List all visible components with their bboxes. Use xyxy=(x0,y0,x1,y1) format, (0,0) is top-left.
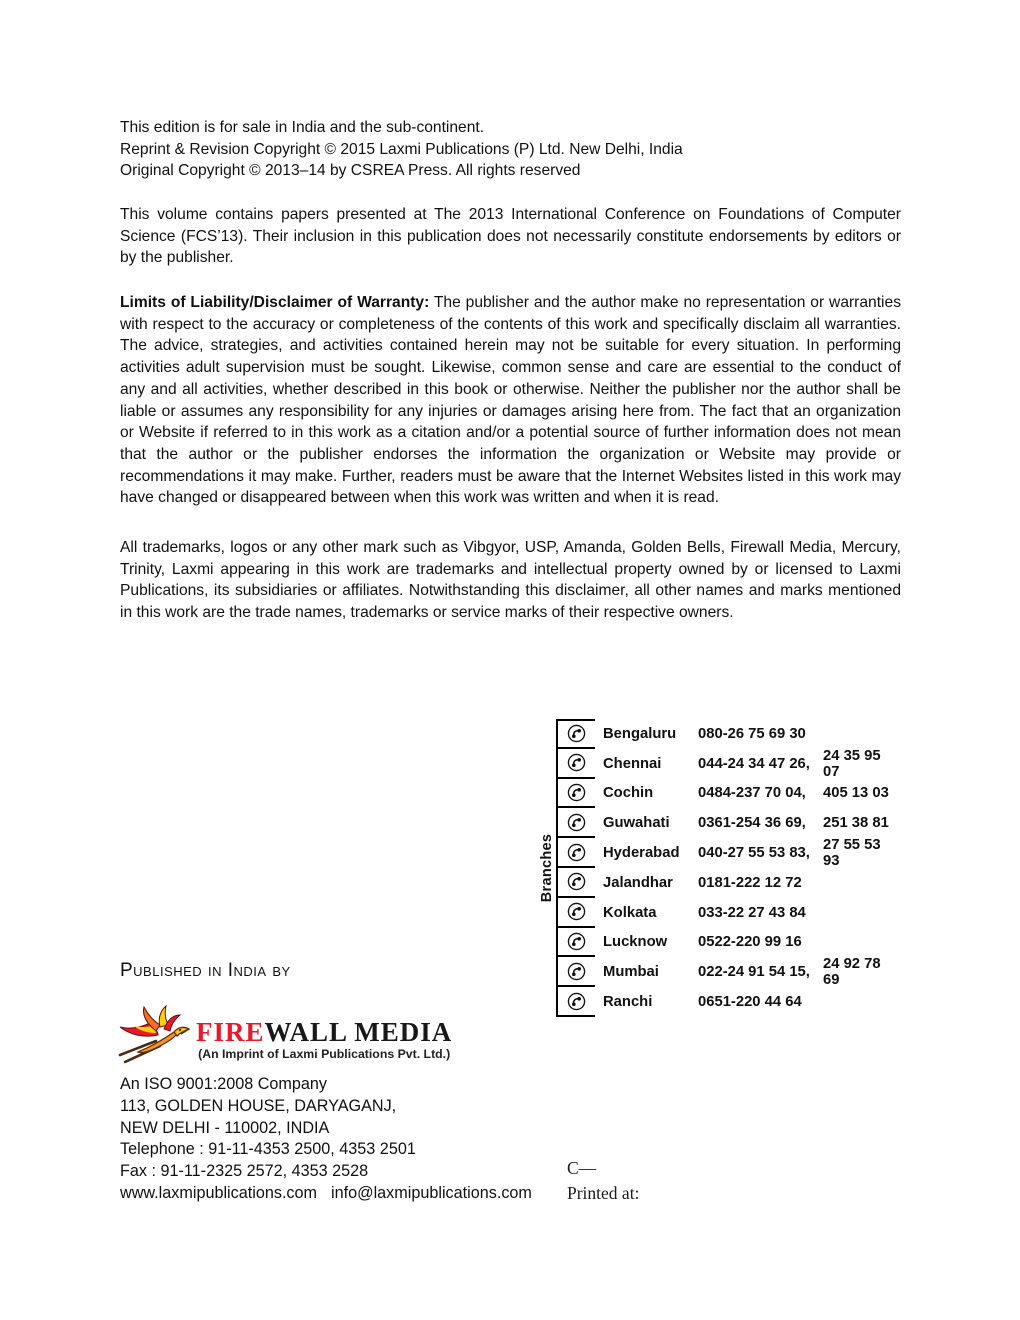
fax-line: Fax : 91-11-2325 2572, 4353 2528 xyxy=(120,1162,369,1181)
firewall-media-logo xyxy=(116,1004,453,1070)
branch-phone-1: 0181-222 12 72 xyxy=(698,874,802,891)
circled-phone-icon xyxy=(558,779,595,809)
branch-phone-1: 0651-220 44 64 xyxy=(698,994,802,1011)
liability-label: Limits of Liability/Disclaimer of Warranty: xyxy=(120,294,430,311)
branch-row xyxy=(558,957,901,987)
branch-city: Bengaluru xyxy=(603,725,677,742)
original-copyright-line: Original Copyright © 2013–14 by CSREA Press. All rights reserved xyxy=(120,162,581,180)
branch-city: Cochin xyxy=(603,785,654,802)
printed-at-label: Printed at: xyxy=(567,1183,640,1203)
colophon xyxy=(567,1156,639,1206)
branches-label: Branches xyxy=(539,833,555,903)
liability-text: The publisher and the author make no representation or warranties with respect to the accuracy or completeness of the contents of this work and specifically disclaim all warranties. The advice, strategies, and activities contained herein may not be suitable for every situation. In performing activities adult supervision must be sought. Likewise, common sense and care are essential to the conduct of any and all activities, whether described in this book or otherwise. Neither the publisher nor the author shall be liable or assumes any responsibility for any injuries or damages arising here from. The fact that an organization or Website if referred to in this work as a citation and/or a potential source of further information does not mean that the author or the publisher endorses the information the organization or Website may provide or recommendations it may make. Further, readers must be aware that the Internet Websites listed in this work may have changed or disappeared between when this work was written and when it is read. xyxy=(120,294,901,507)
volume-paragraph: This volume contains papers presented at The 2013 International Conference on Foundations of Computer Science (FCS’13). Their inclusion in this publication does not necessarily constitute endorsements by editors or by the publisher. xyxy=(120,206,901,267)
circled-phone-icon xyxy=(558,898,595,928)
city-line: NEW DELHI - 110002, INDIA xyxy=(120,1118,330,1137)
branch-city: Kolkata xyxy=(603,904,657,921)
published-in-india-label: Published in India by xyxy=(120,960,291,981)
logo-title-fire: FIRE xyxy=(196,1017,265,1047)
telephone-line: Telephone : 91-11-4353 2500, 4353 2501 xyxy=(120,1140,416,1159)
phoenix-flame-bird-icon xyxy=(116,1004,198,1068)
branch-row xyxy=(558,928,901,958)
branch-phone-2: 24 35 95 07 xyxy=(823,747,881,780)
branch-city: Mumbai xyxy=(603,964,659,981)
copyright-line: Reprint & Revision Copyright © 2015 Laxmi Publications (P) Ltd. New Delhi, India xyxy=(120,140,683,158)
iso-line: An ISO 9001:2008 Company xyxy=(120,1075,327,1093)
branch-phone-1: 0361-254 36 69, xyxy=(698,815,806,832)
publisher-address xyxy=(120,1074,532,1205)
branches-rows xyxy=(556,719,901,1017)
circled-phone-icon xyxy=(558,719,595,749)
colophon-code: C— xyxy=(567,1158,597,1178)
branch-city: Ranchi xyxy=(603,994,653,1011)
liability-paragraph xyxy=(120,292,901,509)
circled-phone-icon xyxy=(558,808,595,838)
logo-title xyxy=(196,1018,452,1046)
branch-phone-1: 0522-220 99 16 xyxy=(698,934,802,951)
branch-phone-1: 0484-237 70 04, xyxy=(698,785,806,802)
edition-block xyxy=(120,117,901,182)
branch-phone-1: 040-27 55 53 83, xyxy=(698,845,810,862)
branch-row xyxy=(558,719,901,749)
branch-row xyxy=(558,749,901,779)
branch-row xyxy=(558,779,901,809)
branch-phone-1: 080-26 75 69 30 xyxy=(698,725,806,742)
circled-phone-icon xyxy=(558,868,595,898)
branch-city: Lucknow xyxy=(603,934,668,951)
email-text: info@laxmipublications.com xyxy=(331,1183,532,1202)
circled-phone-icon xyxy=(558,928,595,958)
edition-line: This edition is for sale in India and the sub-continent. xyxy=(120,119,485,136)
branches-table xyxy=(539,719,901,1017)
circled-phone-icon xyxy=(558,957,595,987)
branch-phone-2: 405 13 03 xyxy=(823,785,889,802)
circled-phone-icon xyxy=(558,749,595,779)
circled-phone-icon xyxy=(558,838,595,868)
branch-phone-2: 251 38 81 xyxy=(823,815,889,832)
web-email-line xyxy=(120,1183,532,1205)
branch-row xyxy=(558,838,901,868)
branch-row xyxy=(558,808,901,838)
branch-city: Hyderabad xyxy=(603,845,680,862)
branch-phone-2: 27 55 53 93 xyxy=(823,837,881,870)
branch-row xyxy=(558,987,901,1017)
logo-title-rest: WALL MEDIA xyxy=(264,1017,453,1047)
branch-phone-1: 022-24 91 54 15, xyxy=(698,964,810,981)
branch-row xyxy=(558,898,901,928)
logo-text xyxy=(196,1018,452,1061)
branch-phone-1: 044-24 34 47 26, xyxy=(698,755,810,772)
branch-phone-1: 033-22 27 43 84 xyxy=(698,904,806,921)
logo-subtitle: (An Imprint of Laxmi Publications Pvt. Ltd.) xyxy=(198,1047,451,1061)
branch-phone-2: 24 92 78 69 xyxy=(823,956,881,989)
circled-phone-icon xyxy=(558,987,595,1017)
trademarks-paragraph: All trademarks, logos or any other mark such as Vibgyor, USP, Amanda, Golden Bells, Firewall Media, Mercury, Trinity, Laxmi appearing in this work are trademarks and intellectual property owned by or licensed to Laxmi Publications, its subsidiaries or affiliates. Notwithstanding this disclaimer, all other names and marks mentioned in this work are the trade names, trademarks or service marks of their respective owners. xyxy=(120,539,901,622)
street-line: 113, GOLDEN HOUSE, DARYAGANJ, xyxy=(120,1096,397,1115)
website-text: www.laxmipublications.com xyxy=(120,1183,318,1202)
branch-city: Jalandhar xyxy=(603,874,673,891)
branch-city: Guwahati xyxy=(603,815,670,832)
branch-city: Chennai xyxy=(603,755,662,772)
branch-row xyxy=(558,868,901,898)
